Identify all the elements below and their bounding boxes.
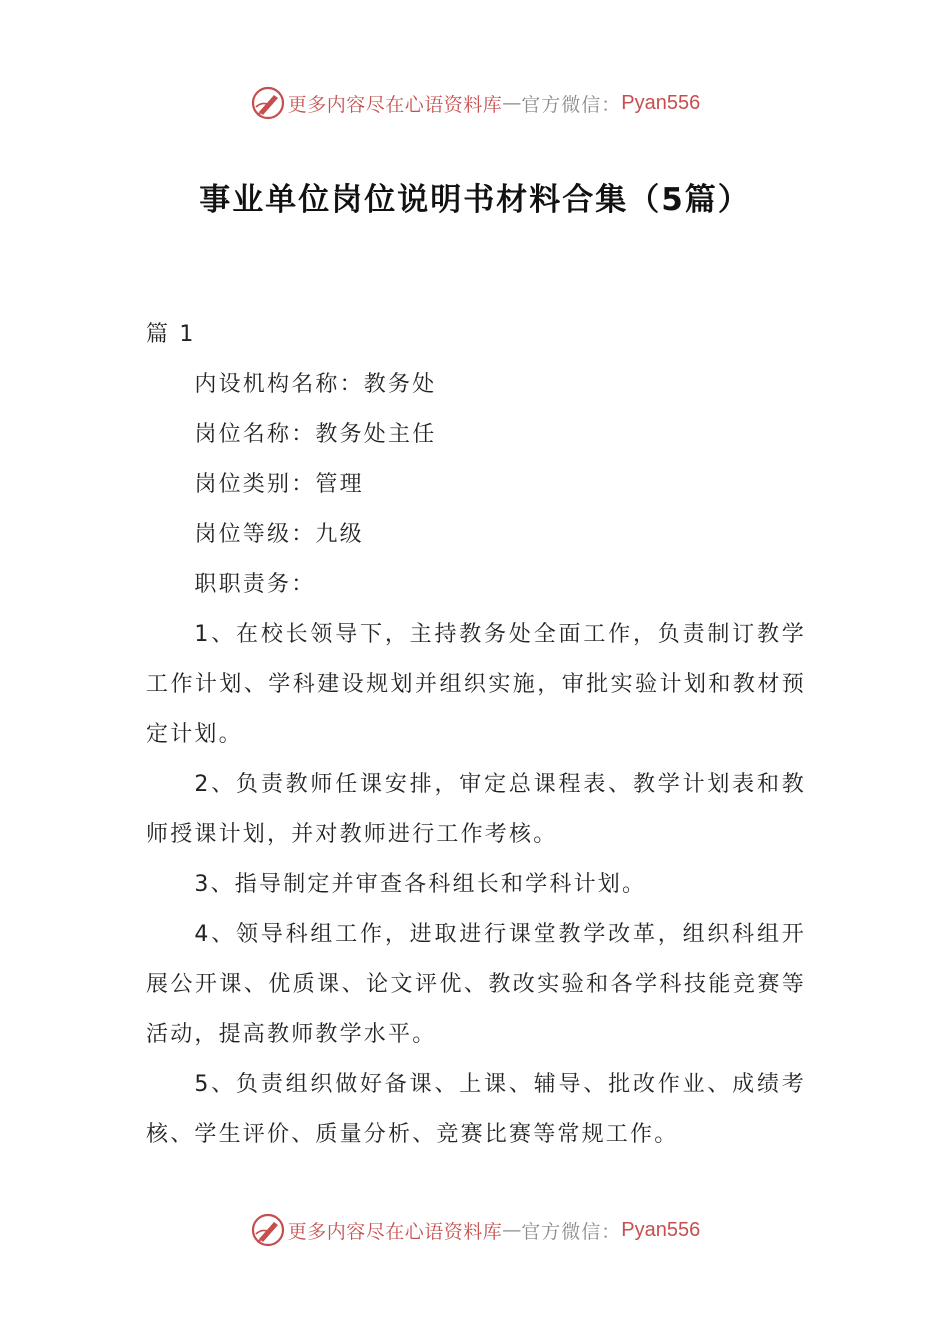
duty-item-5: 5、负责组织做好备课、上课、辅导、批改作业、成绩考核、学生评价、质量分析、竞赛比赛等常规工作。 [146,1072,806,1147]
document-body [146,310,806,1160]
wechat-id: Pyan556 [621,91,701,114]
pen-logo-icon [250,85,286,121]
field-position-level: 岗位等级：九级 [194,522,364,547]
pen-logo-icon [250,1212,286,1248]
document-title: 事业单位岗位说明书材料合集（5篇） [199,182,751,218]
promo-dash: — [502,92,522,114]
field-position-name: 岗位名称：教务处主任 [194,422,437,447]
duty-item-3: 3、指导制定并审查各科组长和学科计划。 [194,872,647,897]
section-label: 篇 1 [146,322,196,347]
duty-item-2: 2、负责教师任课安排，审定总课程表、教学计划表和教师授课计划，并对教师进行工作考核。 [146,772,806,847]
field-duties-heading: 职职责务： [194,572,316,597]
duty-item-4: 4、领导科组工作，进取进行课堂教学改革，组织科组开展公开课、优质课、论文评优、教改实验和各学科技能竞赛等活动，提高教师教学水平。 [146,922,806,1047]
wechat-label: 官方微信： [521,1220,622,1243]
footer-watermark-banner [0,1210,950,1250]
promo-text: 更多内容尽在心语资料库 [287,93,503,116]
wechat-label: 官方微信： [521,93,622,116]
promo-dash: — [502,1219,522,1241]
promo-text: 更多内容尽在心语资料库 [287,1220,503,1243]
field-position-category: 岗位类别：管理 [194,472,364,497]
wechat-id: Pyan556 [621,1218,701,1241]
field-department: 内设机构名称：教务处 [194,372,437,397]
duty-item-1: 1、在校长领导下，主持教务处全面工作，负责制订教学工作计划、学科建设规划并组织实施，审批实验计划和教材预定计划。 [146,622,806,747]
header-watermark-banner [0,83,950,123]
